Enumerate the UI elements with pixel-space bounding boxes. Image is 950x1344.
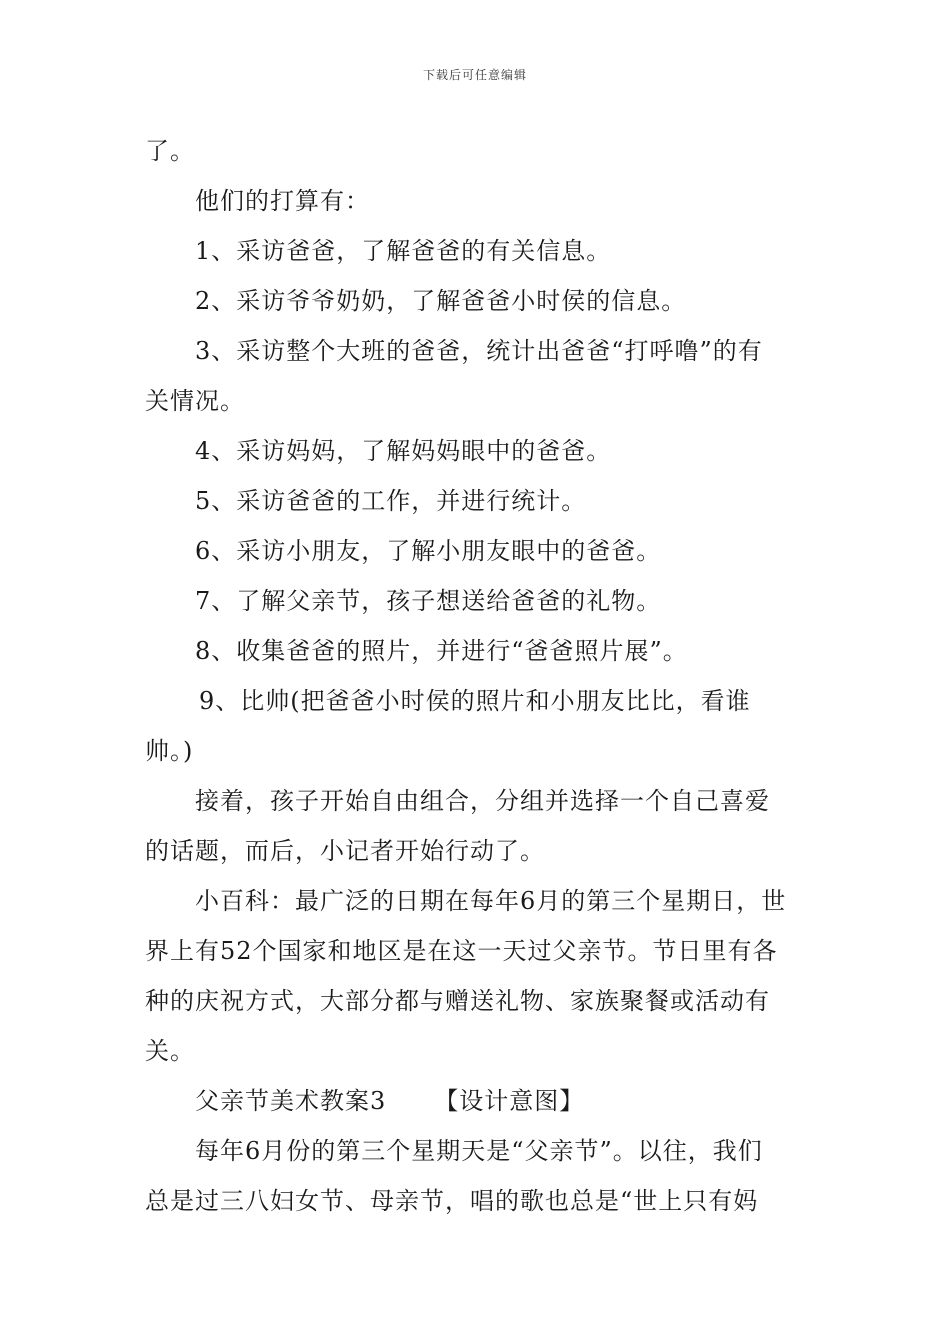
paragraph-line: 界上有52个国家和地区是在这一天过父亲节。节日里有各 — [145, 937, 778, 965]
text-line: 他们的打算有： — [195, 187, 370, 215]
list-item-3: 3、采访整个大班的爸爸，统计出爸爸“打呼噜”的有 — [195, 337, 763, 365]
paragraph-line: 小百科：最广泛的日期在每年6月的第三个星期日，世 — [195, 887, 787, 915]
list-item-2: 2、采访爷爷奶奶，了解爸爸小时侯的信息。 — [195, 287, 687, 315]
list-item-8: 8、收集爸爸的照片，并进行“爸爸照片展”。 — [195, 637, 688, 665]
paragraph-line: 每年6月份的第三个星期天是“父亲节”。以往，我们 — [195, 1137, 763, 1165]
list-item-6: 6、采访小朋友，了解小朋友眼中的爸爸。 — [195, 537, 662, 565]
list-item-9-continued: 帅。) — [145, 737, 194, 765]
list-item-4: 4、采访妈妈，了解妈妈眼中的爸爸。 — [195, 437, 612, 465]
text-line: 了。 — [145, 137, 195, 165]
list-item-1: 1、采访爸爸，了解爸爸的有关信息。 — [195, 237, 612, 265]
document-body — [145, 126, 810, 1226]
list-item-5: 5、采访爸爸的工作，并进行统计。 — [195, 487, 587, 515]
section-heading — [145, 1076, 810, 1126]
section-title: 父亲节美术教案3 — [195, 1087, 387, 1115]
paragraph-line: 关。 — [145, 1037, 195, 1065]
paragraph-line: 总是过三八妇女节、母亲节，唱的歌也总是“世上只有妈 — [145, 1187, 759, 1215]
section-subtitle: 【设计意图】 — [434, 1087, 585, 1115]
list-item-7: 7、了解父亲节，孩子想送给爸爸的礼物。 — [195, 587, 662, 615]
paragraph-line: 接着，孩子开始自由组合，分组并选择一个自己喜爱 — [195, 787, 770, 815]
page-header: 下载后可任意编辑 — [422, 68, 527, 82]
paragraph-line: 种的庆祝方式，大部分都与赠送礼物、家族聚餐或活动有 — [145, 987, 770, 1015]
list-item-3-continued: 关情况。 — [145, 387, 245, 415]
paragraph-line: 的话题，而后，小记者开始行动了。 — [145, 837, 545, 865]
list-item-9: 9、比帅(把爸爸小时侯的照片和小朋友比比，看谁 — [199, 687, 751, 715]
